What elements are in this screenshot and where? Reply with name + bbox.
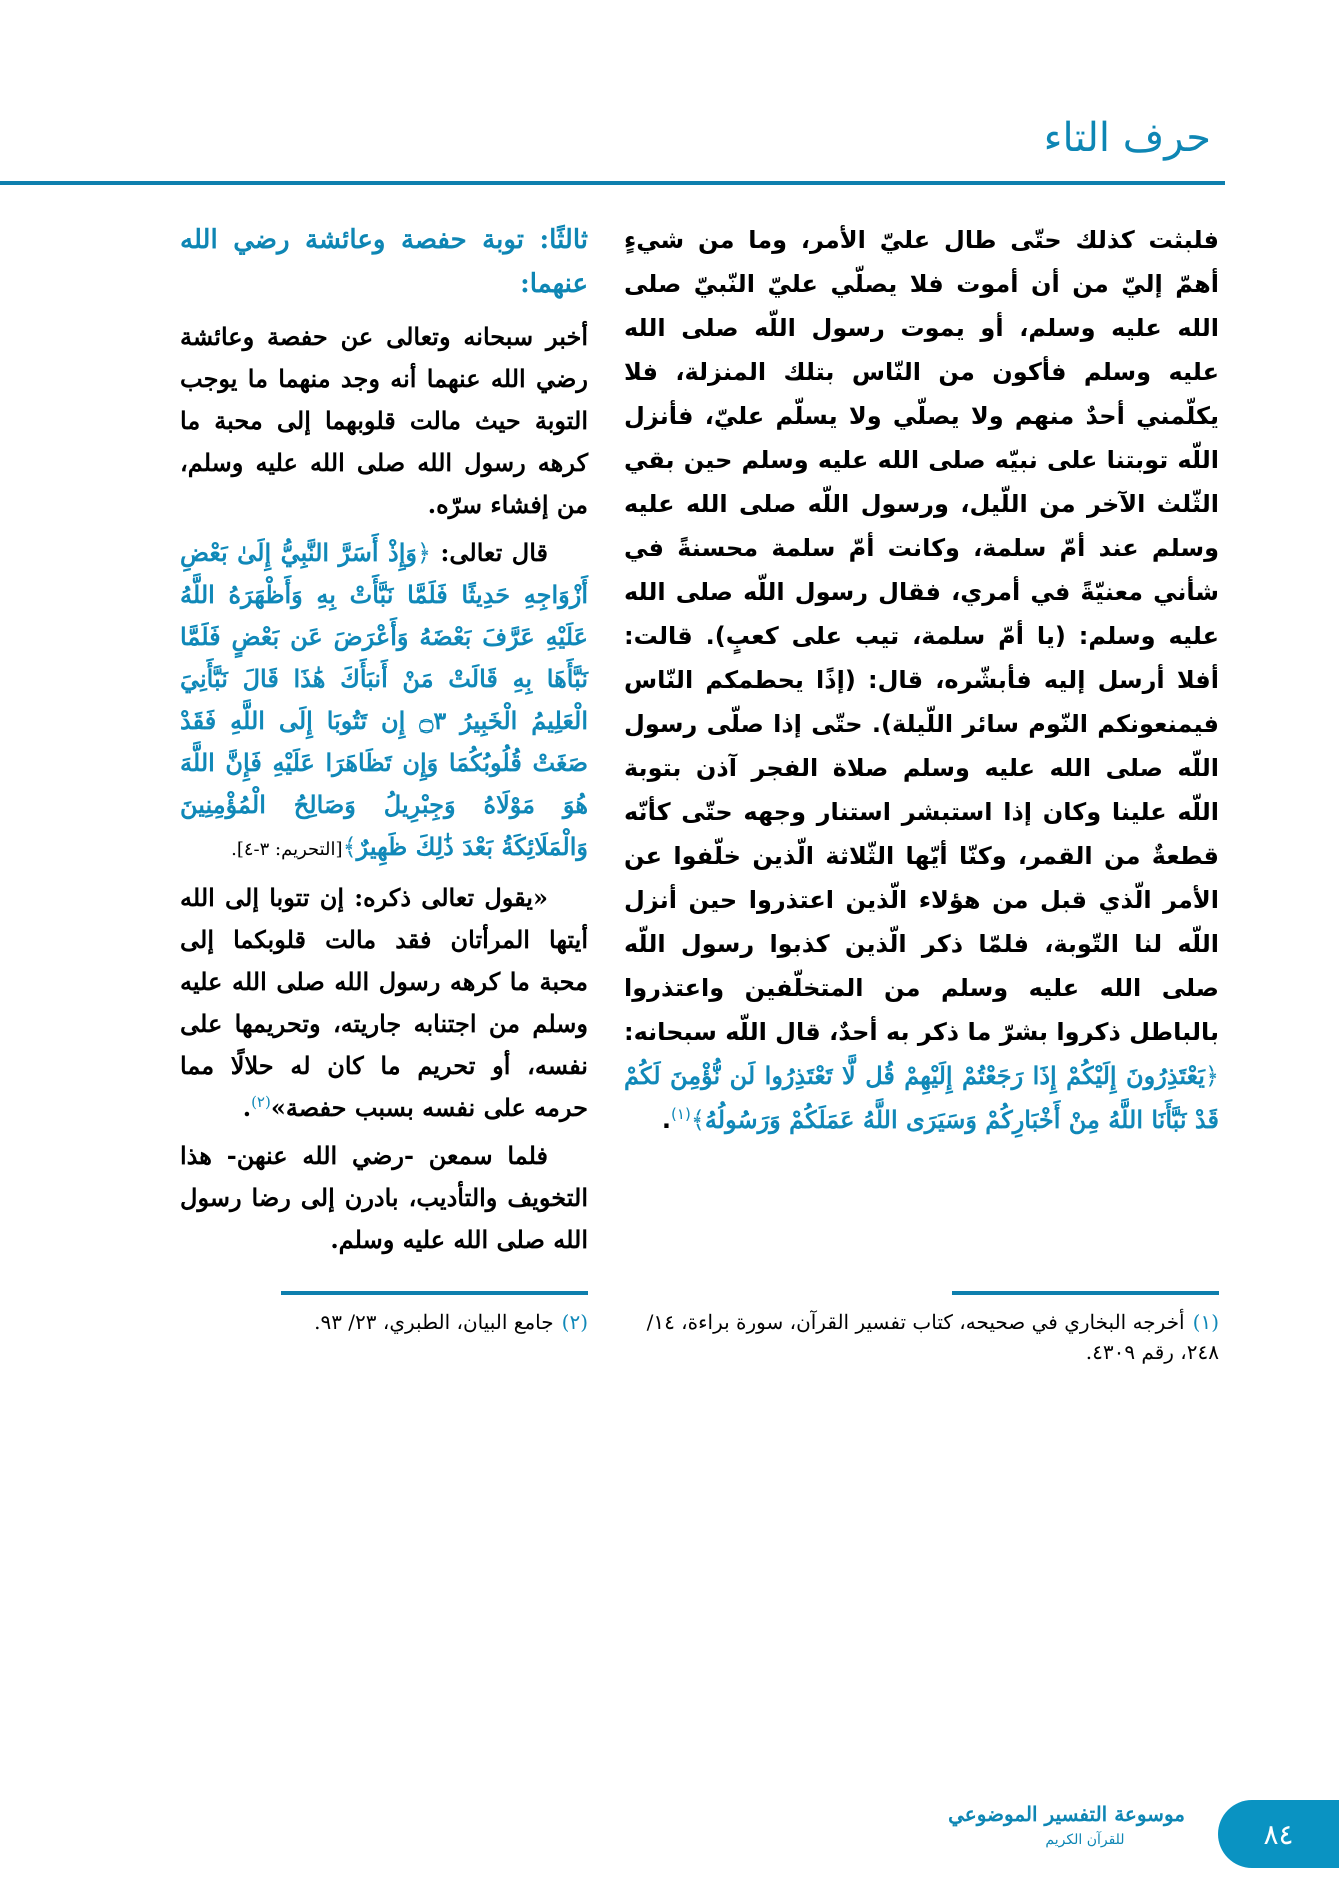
footnote-block-1 xyxy=(624,1291,1219,1367)
quran-open-bracket-icon: ﴿ xyxy=(1204,1062,1219,1090)
tafsir-paragraph xyxy=(180,877,588,1129)
quran-open-bracket-icon: ﴿ xyxy=(417,539,432,567)
quran-verse-text: يَعْتَذِرُونَ إِلَيْكُمْ إِذَا رَجَعْتُمْ إِلَيْهِمْ قُل لَّا تَعْتَذِرُوا لَن نُّؤْمِنَ لَكُمْ قَدْ نَبَّأَنَا اللَّهُ مِنْ أَخْبَارِكُمْ وَسَيَرَى اللَّهُ عَمَلَكُمْ وَرَسُولُهُ xyxy=(624,1061,1219,1134)
verse-paragraph xyxy=(180,532,588,871)
footnote-divider-left xyxy=(281,1291,588,1295)
footnote-number: (٢) xyxy=(561,1310,588,1334)
encyclopedia-logo xyxy=(948,1798,1185,1850)
logo-subtitle: للقرآن الكريم xyxy=(1045,1832,1125,1848)
end-period: . xyxy=(661,1106,672,1134)
header-divider xyxy=(0,181,1225,185)
logo-title: موسوعة التفسير الموضوعي xyxy=(948,1802,1185,1826)
footnote-ref-2[interactable]: (٢) xyxy=(251,1093,271,1111)
footnote-2 xyxy=(180,1307,588,1337)
footnote-1 xyxy=(624,1307,1219,1367)
quran-close-bracket-icon: ﴾ xyxy=(690,1106,705,1134)
end-period: . xyxy=(242,1093,252,1122)
closing-paragraph: فلما سمعن -رضي الله عنهن- هذا التخويف والتأديب، بادرن إلى رضا رسول الله صلى الله عليه وسلم. xyxy=(180,1141,588,1254)
quran-quote xyxy=(624,1061,1219,1134)
footnote-ref-1[interactable]: (١) xyxy=(671,1105,691,1123)
section-heading: ثالثًا: توبة حفصة وعائشة رضي الله عنهما: xyxy=(180,225,588,299)
verse-intro: قال تعالى: xyxy=(440,538,548,567)
verse-reference: [التحريم: ٣-٤]. xyxy=(231,839,343,860)
footnotes-area xyxy=(0,1267,1339,1367)
chapter-title: حرف التاء xyxy=(1043,115,1211,161)
narration-paragraph xyxy=(624,218,1219,1142)
page-number-tab xyxy=(1218,1800,1339,1868)
page-number: ٨٤ xyxy=(1263,1817,1294,1851)
page-header xyxy=(0,0,1339,190)
narration-text: فلبثت كذلك حتّى طال عليّ الأمر، وما من شيءٍ أهمّ إليّ من أن أموت فلا يصلّي عليّ النّبيّ صلى الله عليه وسلم، أو يموت رسول اللّه صلى الله عليه وسلم فأكون من النّاس بتلك المنزلة، فلا يكلّمني أحدٌ منهم ولا يصلّي ولا يسلّم عليّ، فأنزل اللّه توبتنا على نبيّه صلى الله عليه وسلم حين بقي الثّلث الآخر من اللّيل، ورسول اللّه صلى الله عليه وسلم عند أمّ سلمة، وكانت أمّ سلمة محسنةً في شأني معنيّةً في أمري، فقال رسول اللّه صلى الله عليه وسلم: (يا أمّ سلمة، تيب على كعبٍ). قالت: أفلا أرسل إليه فأبشّره، قال: (إذًا يحطمكم النّاس فيمنعونكم النّوم سائر اللّيلة). حتّى إذا صلّى رسول اللّه صلى الله عليه وسلم صلاة الفجر آذن بتوبة اللّه علينا وكان إذا استبشر استنار وجهه حتّى كأنّه قطعةٌ من القمر، وكنّا أيّها الثّلاثة الّذين خلّفوا عن الأمر الّذي قبل من هؤلاء الّذين اعتذروا حين أنزل اللّه لنا التّوبة، فلمّا ذكر الّذين كذبوا رسول اللّه صلى الله عليه وسلم من المتخلّفين واعتذروا بالباطل ذكروا بشرّ ما ذكر به أحدٌ، قال اللّه سبحانه: xyxy=(624,226,1219,1046)
page-footer xyxy=(0,1780,1339,1890)
intro-paragraph: أخبر سبحانه وتعالى عن حفصة وعائشة رضي الله عنهما أنه وجد منهما ما يوجب التوبة حيث مالت قلوبهما إلى محبة ما كرهه رسول الله صلى الله عليه وسلم، من إفشاء سرّه. xyxy=(180,322,588,519)
footnote-divider-right xyxy=(952,1291,1219,1295)
left-column xyxy=(180,218,588,1267)
body-columns xyxy=(0,190,1339,1267)
tafsir-quote: «يقول تعالى ذكره: إن تتوبا إلى الله أيتها المرأتان فقد مالت قلوبكما إلى محبة ما كرهه رسول الله صلى الله عليه وسلم من اجتنابه جاريته، وتحريمها على نفسه، أو تحريم ما كان له حلالًا مما حرمه على نفسه بسبب حفصة» xyxy=(180,883,588,1122)
quran-verse-text: وَإِذْ أَسَرَّ النَّبِيُّ إِلَىٰ بَعْضِ أَزْوَاجِهِ حَدِيثًا فَلَمَّا نَبَّأَتْ بِهِ وَأَظْهَرَهُ اللَّهُ عَلَيْهِ عَرَّفَ بَعْضَهُ وَأَعْرَضَ عَن بَعْضٍ فَلَمَّا نَبَّأَهَا بِهِ قَالَتْ مَنْ أَنبَأَكَ هَٰذَا قَالَ نَبَّأَنِيَ الْعَلِيمُ الْخَبِيرُ ۝٣ إِن تَتُوبَا إِلَى اللَّهِ فَقَدْ صَغَتْ قُلُوبُكُمَا وَإِن تَظَاهَرَا عَلَيْهِ فَإِنَّ اللَّهَ هُوَ مَوْلَاهُ وَجِبْرِيلُ وَصَالِحُ الْمُؤْمِنِينَ وَالْمَلَائِكَةُ بَعْدَ ذَٰلِكَ ظَهِيرٌ xyxy=(180,538,588,861)
footnote-block-2 xyxy=(180,1291,588,1337)
right-column xyxy=(624,218,1219,1142)
footnote-text: جامع البيان، الطبري، ٢٣/ ٩٣. xyxy=(314,1310,554,1334)
footnote-number: (١) xyxy=(1192,1310,1219,1334)
quran-close-bracket-icon: ﴾ xyxy=(342,833,357,861)
footnote-text: أخرجه البخاري في صحيحه، كتاب تفسير القرآن، سورة براءة، ١٤/ ٢٤٨، رقم ٤٣٠٩. xyxy=(646,1310,1219,1364)
quran-quote xyxy=(180,538,588,861)
